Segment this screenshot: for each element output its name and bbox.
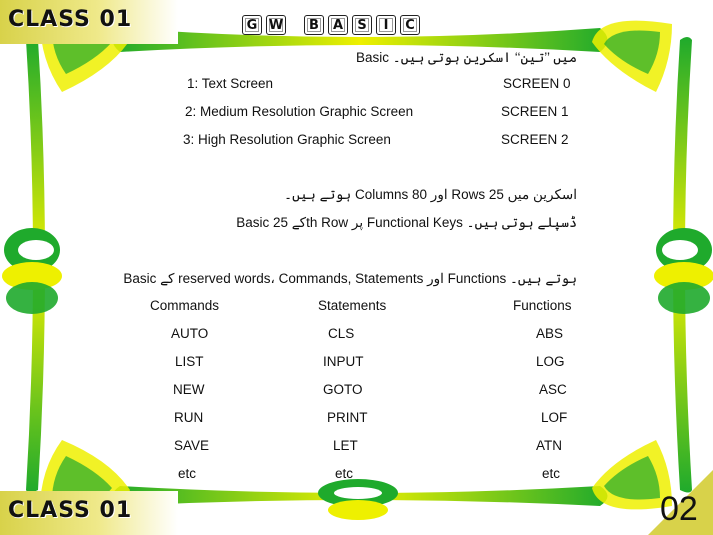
functions-column: [513, 298, 572, 494]
statement-item: LET: [333, 438, 358, 453]
command-item: SAVE: [174, 438, 210, 453]
statements-header: Statements: [318, 298, 387, 313]
functions-header: Functions: [513, 298, 572, 313]
statement-item: CLS: [328, 326, 355, 341]
title-letter: C: [400, 15, 420, 35]
statement-item: INPUT: [323, 354, 364, 369]
command-item: LIST: [175, 354, 204, 369]
title-letter: A: [328, 15, 348, 35]
command-item: NEW: [173, 382, 205, 397]
title-letter: S: [352, 15, 372, 35]
command-item: etc: [178, 466, 197, 481]
statement-item: GOTO: [323, 382, 363, 397]
function-item: LOF: [541, 410, 568, 425]
commands-column: [150, 298, 219, 494]
title-letter: W: [266, 15, 286, 35]
command-item: AUTO: [171, 326, 209, 341]
screen-command: SCREEN 1: [501, 104, 569, 119]
rows-columns-line: اسکرین میں 25 Rows اور 80 Columns ہوتے ہیں۔: [284, 187, 577, 202]
function-item: LOG: [536, 354, 565, 369]
title-letter: I: [376, 15, 396, 35]
intro-line: Basic میں ’’تین‘‘ اسکرین ہوتی ہیں۔: [356, 50, 577, 65]
screen-label: 1: Text Screen: [187, 76, 274, 91]
screen-command: SCREEN 2: [501, 132, 569, 147]
statements-column: [318, 298, 386, 494]
title-letter: G: [242, 15, 262, 35]
page-number: 02: [660, 490, 698, 528]
class-badge-top-label: CLASS 01: [8, 7, 133, 32]
screen-label: 3: High Resolution Graphic Screen: [183, 132, 391, 147]
class-badge-bottom-label: CLASS 01: [8, 498, 133, 523]
screen-label: 2: Medium Resolution Graphic Screen: [185, 104, 414, 119]
function-item: ATN: [536, 438, 562, 453]
title-gw-basic: [242, 15, 420, 35]
class-badge-top: [0, 0, 178, 44]
statement-item: PRINT: [327, 410, 368, 425]
commands-header: Commands: [150, 298, 220, 313]
title-letter: B: [304, 15, 324, 35]
class-badge-bottom: [0, 491, 178, 535]
screen-command: SCREEN 0: [503, 76, 571, 91]
function-item: ASC: [539, 382, 567, 397]
statement-item: etc: [335, 466, 354, 481]
function-item: ABS: [536, 326, 564, 341]
reserved-words-line: Basic کے reserved words، Commands, Statements اور Functions ہوتے ہیں۔: [123, 271, 577, 286]
command-item: RUN: [174, 410, 204, 425]
functional-keys-line: Basic کے 25th Row پر Functional Keys ڈسپلے ہوتی ہیں۔: [236, 215, 577, 230]
function-item: etc: [542, 466, 561, 481]
